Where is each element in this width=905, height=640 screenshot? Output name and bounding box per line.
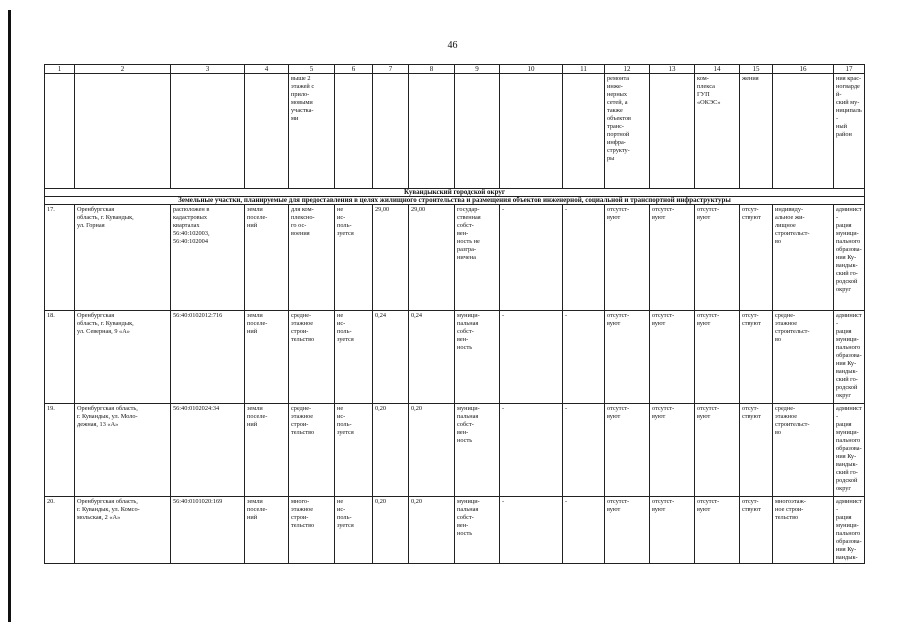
table-cell: отсутст- вуют — [605, 404, 650, 497]
table-cell: отсутст- вуют — [695, 404, 740, 497]
table-cell: средне- этажное строи- тельство — [289, 404, 335, 497]
table-cell: земли поселе- ний — [245, 311, 289, 404]
table-cell: 0,24 — [373, 311, 409, 404]
table-cell: админист- рация муници- пального образова- ния Ку- вандык- ский го- родской округ — [834, 311, 865, 404]
table-cell: - — [500, 205, 563, 311]
column-number-cell: 8 — [409, 65, 455, 74]
table-cell: отсутст- вуют — [650, 497, 695, 564]
table-cell: 19. — [45, 404, 75, 497]
table-cell: - — [563, 311, 605, 404]
table-cell — [650, 74, 695, 189]
column-number-cell: 5 — [289, 65, 335, 74]
page-number: 46 — [447, 40, 458, 51]
table-cell: 56:40:0101020:169 — [171, 497, 245, 564]
table-cell: земли поселе- ний — [245, 404, 289, 497]
table-cell: 0,20 — [409, 497, 455, 564]
table-cell: 56:40:0102012:716 — [171, 311, 245, 404]
land-plots-table — [44, 64, 865, 564]
table-cell: отсутст- вуют — [695, 311, 740, 404]
table-cell: - — [500, 404, 563, 497]
table-row — [45, 205, 865, 311]
column-number-cell: 11 — [563, 65, 605, 74]
table-cell — [455, 74, 500, 189]
column-number-cell: 13 — [650, 65, 695, 74]
section-row — [45, 189, 865, 197]
table-cell: 20. — [45, 497, 75, 564]
table-cell: Оренбургская область, г. Кувандык, ул. Моло- дежная, 13 «А» — [75, 404, 171, 497]
table-cell: муници- пальная собст- вен- ность — [455, 311, 500, 404]
table-cell: отсут- ствуют — [740, 311, 773, 404]
table-cell: отсутст- вуют — [695, 497, 740, 564]
table-cell: муници- пальная собст- вен- ность — [455, 404, 500, 497]
table-cell: - — [563, 404, 605, 497]
table-cell: не ис- поль- зуется — [335, 404, 373, 497]
table-cell: админист- рация муници- пального образова- ния Ку- вандык- — [834, 497, 865, 564]
continued-row — [45, 74, 865, 189]
column-number-row — [45, 65, 865, 74]
column-number-cell: 1 — [45, 65, 75, 74]
table-cell: - — [563, 497, 605, 564]
table-cell — [335, 74, 373, 189]
column-number-cell: 7 — [373, 65, 409, 74]
table-row — [45, 311, 865, 404]
table-cell: многоэтаж- ное строи- тельство — [773, 497, 834, 564]
table-cell: - — [500, 497, 563, 564]
table-cell: средне- этажное строительст- во — [773, 404, 834, 497]
table-cell: расположен в кадастровых кварталах 56:40:102003, 56:40:102004 — [171, 205, 245, 311]
column-number-cell: 16 — [773, 65, 834, 74]
table-cell: отсутст- вуют — [650, 311, 695, 404]
column-number-cell: 17 — [834, 65, 865, 74]
table-cell: отсут- ствуют — [740, 404, 773, 497]
column-number-cell: 3 — [171, 65, 245, 74]
table-cell: не ис- поль- зуется — [335, 205, 373, 311]
table-cell: 0,20 — [409, 404, 455, 497]
table-cell: средне- этажное строительст- во — [773, 311, 834, 404]
table-cell: ком- плекса ГУП «ОКЭС» — [695, 74, 740, 189]
table-cell: 29,00 — [373, 205, 409, 311]
table-cell: не ис- поль- зуется — [335, 497, 373, 564]
subsection-row — [45, 197, 865, 205]
table-cell: - — [500, 311, 563, 404]
table-cell: отсутст- вуют — [695, 205, 740, 311]
table-cell — [171, 74, 245, 189]
column-number-cell: 4 — [245, 65, 289, 74]
table-cell: индивиду- альное жи- лищное строительст- во — [773, 205, 834, 311]
table-cell: государ- ственная собст- вен- ность не разгра- ничена — [455, 205, 500, 311]
table-cell — [75, 74, 171, 189]
table-cell: 56:40:0102024:34 — [171, 404, 245, 497]
table-cell: 18. — [45, 311, 75, 404]
table-cell: земли поселе- ний — [245, 205, 289, 311]
table-cell: 0,24 — [409, 311, 455, 404]
table-cell: Оренбургская область, г. Кувандык, ул. Комсо- мольская, 2 «А» — [75, 497, 171, 564]
table-cell: отсутст- вуют — [605, 497, 650, 564]
table-cell: отсут- ствуют — [740, 205, 773, 311]
table-cell: ремонта инже- нерных сетей, а также объектов транс- портной инфра- структу- ры — [605, 74, 650, 189]
table-cell: земли поселе- ний — [245, 497, 289, 564]
section-title: Кувандыкский городской округ — [45, 189, 865, 197]
table-cell: - — [563, 205, 605, 311]
table-cell — [45, 74, 75, 189]
table-cell: админист- рация муници- пального образова- ния Ку- вандык- ский го- родской округ — [834, 404, 865, 497]
table-cell: Оренбургская область, г. Кувандык, ул. Северная, 9 «А» — [75, 311, 171, 404]
table-cell: отсутст- вуют — [605, 205, 650, 311]
table-cell — [500, 74, 563, 189]
table-cell — [563, 74, 605, 189]
table-cell: 29,00 — [409, 205, 455, 311]
column-number-cell: 10 — [500, 65, 563, 74]
table-cell — [245, 74, 289, 189]
table-cell: не ис- поль- зуется — [335, 311, 373, 404]
table-row — [45, 497, 865, 564]
column-number-cell: 2 — [75, 65, 171, 74]
table-cell: Оренбургская область, г. Кувандык, ул. Горная — [75, 205, 171, 311]
table-cell: отсут- ствуют — [740, 497, 773, 564]
table-cell: выше 2 этажей с прило- мовыми участка- ми — [289, 74, 335, 189]
table-cell — [373, 74, 409, 189]
table-cell: 17. — [45, 205, 75, 311]
table-row — [45, 404, 865, 497]
table-cell: много- этажное строи- тельство — [289, 497, 335, 564]
table-cell: отсутст- вуют — [650, 205, 695, 311]
table-cell: ния крас- ногвардей- ский му- ниципаль- ный район — [834, 74, 865, 189]
page-binding-bar — [8, 10, 11, 622]
column-number-cell: 14 — [695, 65, 740, 74]
table-cell — [409, 74, 455, 189]
column-number-cell: 6 — [335, 65, 373, 74]
table-cell: отсутст- вуют — [605, 311, 650, 404]
table-cell: отсутст- вуют — [650, 404, 695, 497]
table-cell: средне- этажное строи- тельство — [289, 311, 335, 404]
table-cell: муници- пальная собст- вен- ность — [455, 497, 500, 564]
column-number-cell: 15 — [740, 65, 773, 74]
table-cell — [773, 74, 834, 189]
table-cell: 0,20 — [373, 404, 409, 497]
table-cell: админист- рация муници- пального образова- ния Ку- вандык- ский го- родской округ — [834, 205, 865, 311]
table-cell: жения — [740, 74, 773, 189]
table-cell: 0,20 — [373, 497, 409, 564]
column-number-cell: 9 — [455, 65, 500, 74]
table-cell: для ком- плексно- го ос- воения — [289, 205, 335, 311]
subsection-title: Земельные участки, планируемые для предоставления в целях жилищного строительства и размещения объектов инженерной, социальной и транспортной инфраструктуры — [45, 197, 865, 205]
column-number-cell: 12 — [605, 65, 650, 74]
